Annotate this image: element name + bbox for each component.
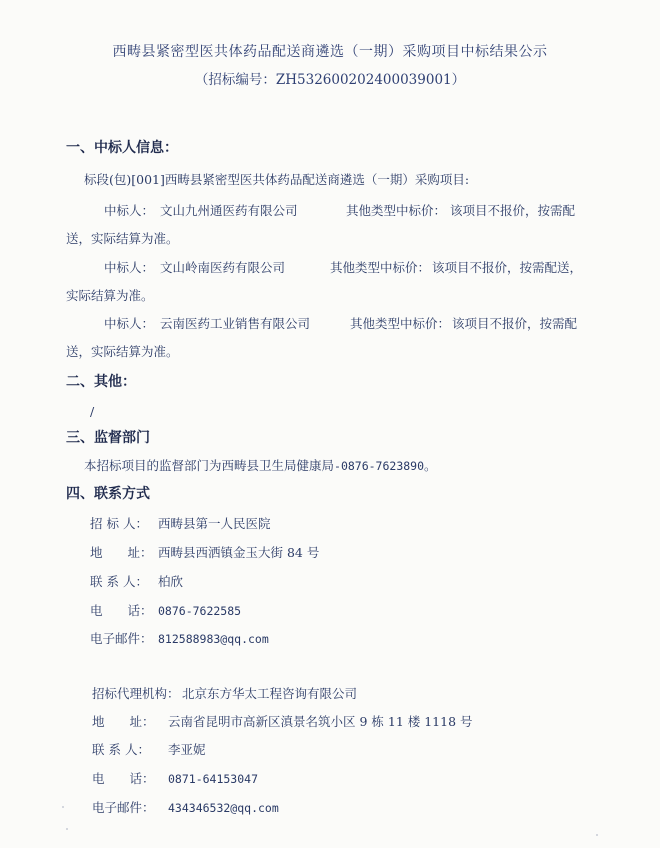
tender-number: （招标编号：ZH532600202400039001） <box>194 72 466 88</box>
agency-person-value: 李亚妮 <box>168 742 206 757</box>
contact-person-value: 柏欣 <box>158 574 184 589</box>
winner-3-label: 中标人： <box>104 316 155 331</box>
lot-description: 标段(包)[001]西畴县紧密型医共体药品配送商遴选（一期）采购项目: <box>84 172 470 187</box>
supervision-content <box>84 458 437 474</box>
winner-3-price-line2: 送，实际结算为准。 <box>66 344 179 359</box>
section-other-heading: 二、其他： <box>66 374 136 390</box>
winner-2-name: 文山岭南医药有限公司 <box>160 260 286 275</box>
winner-3-name: 云南医药工业销售有限公司 <box>160 316 311 331</box>
section-winners-heading: 一、中标人信息： <box>66 140 178 156</box>
email-label: 电子邮件： <box>90 631 153 646</box>
scan-speck <box>66 828 68 830</box>
agency-phone-label: 电 话： <box>92 771 155 786</box>
winner-1-price-label: 其他类型中标价： <box>346 203 447 218</box>
winner-1-name: 文山九州通医药有限公司 <box>160 203 298 218</box>
tenderer-value: 西畴县第一人民医院 <box>158 516 271 531</box>
winner-1-label: 中标人： <box>104 203 155 218</box>
winner-2-label: 中标人： <box>104 260 155 275</box>
contact-person-label: 联 系 人： <box>90 574 148 589</box>
winner-3-price-label: 其他类型中标价： <box>350 316 451 331</box>
agency-email-value: 434346532@qq.com <box>168 801 279 815</box>
scan-speck <box>62 806 64 808</box>
supervision-suffix: 。 <box>424 458 437 473</box>
winner-2-price-line1: 该项目不报价，按需配送， <box>432 260 583 275</box>
document-title: 西畴县紧密型医共体药品配送商遴选（一期）采购项目中标结果公示 <box>112 44 548 60</box>
agency-email-label: 电子邮件： <box>92 800 155 815</box>
winner-1-price-line2: 送，实际结算为准。 <box>66 231 179 246</box>
agency-address-value: 云南省昆明市高新区滇景名筑小区 9 栋 11 楼 1118 号 <box>168 714 473 729</box>
scan-speck <box>596 834 598 836</box>
supervision-text: 本招标项目的监督部门为西畴县卫生局健康局 <box>84 458 335 473</box>
phone-value: 0876-7622585 <box>158 604 242 618</box>
agency-phone-value: 0871-64153047 <box>168 772 259 786</box>
tenderer-label: 招 标 人： <box>90 516 148 531</box>
agency-value: 北京东方华太工程咨询有限公司 <box>182 686 358 701</box>
supervision-phone: -0876-7623890 <box>334 459 425 473</box>
phone-label: 电 话： <box>90 603 153 618</box>
agency-person-label: 联 系 人： <box>92 742 150 757</box>
address-label: 地 址： <box>90 545 153 560</box>
section-contact-heading: 四、联系方式 <box>66 486 150 502</box>
agency-label: 招标代理机构： <box>92 686 180 701</box>
section-supervision-heading: 三、监督部门 <box>66 430 150 446</box>
email-value: 812588983@qq.com <box>158 632 269 646</box>
other-content: / <box>90 404 95 419</box>
winner-1-price-line1: 该项目不报价，按需配 <box>450 203 576 218</box>
address-value: 西畴县西洒镇金玉大街 84 号 <box>158 545 320 560</box>
winner-2-price-line2: 实际结算为准。 <box>66 288 154 303</box>
winner-2-price-label: 其他类型中标价： <box>330 260 431 275</box>
agency-address-label: 地 址： <box>92 714 155 729</box>
winner-3-price-line1: 该项目不报价，按需配 <box>452 316 578 331</box>
